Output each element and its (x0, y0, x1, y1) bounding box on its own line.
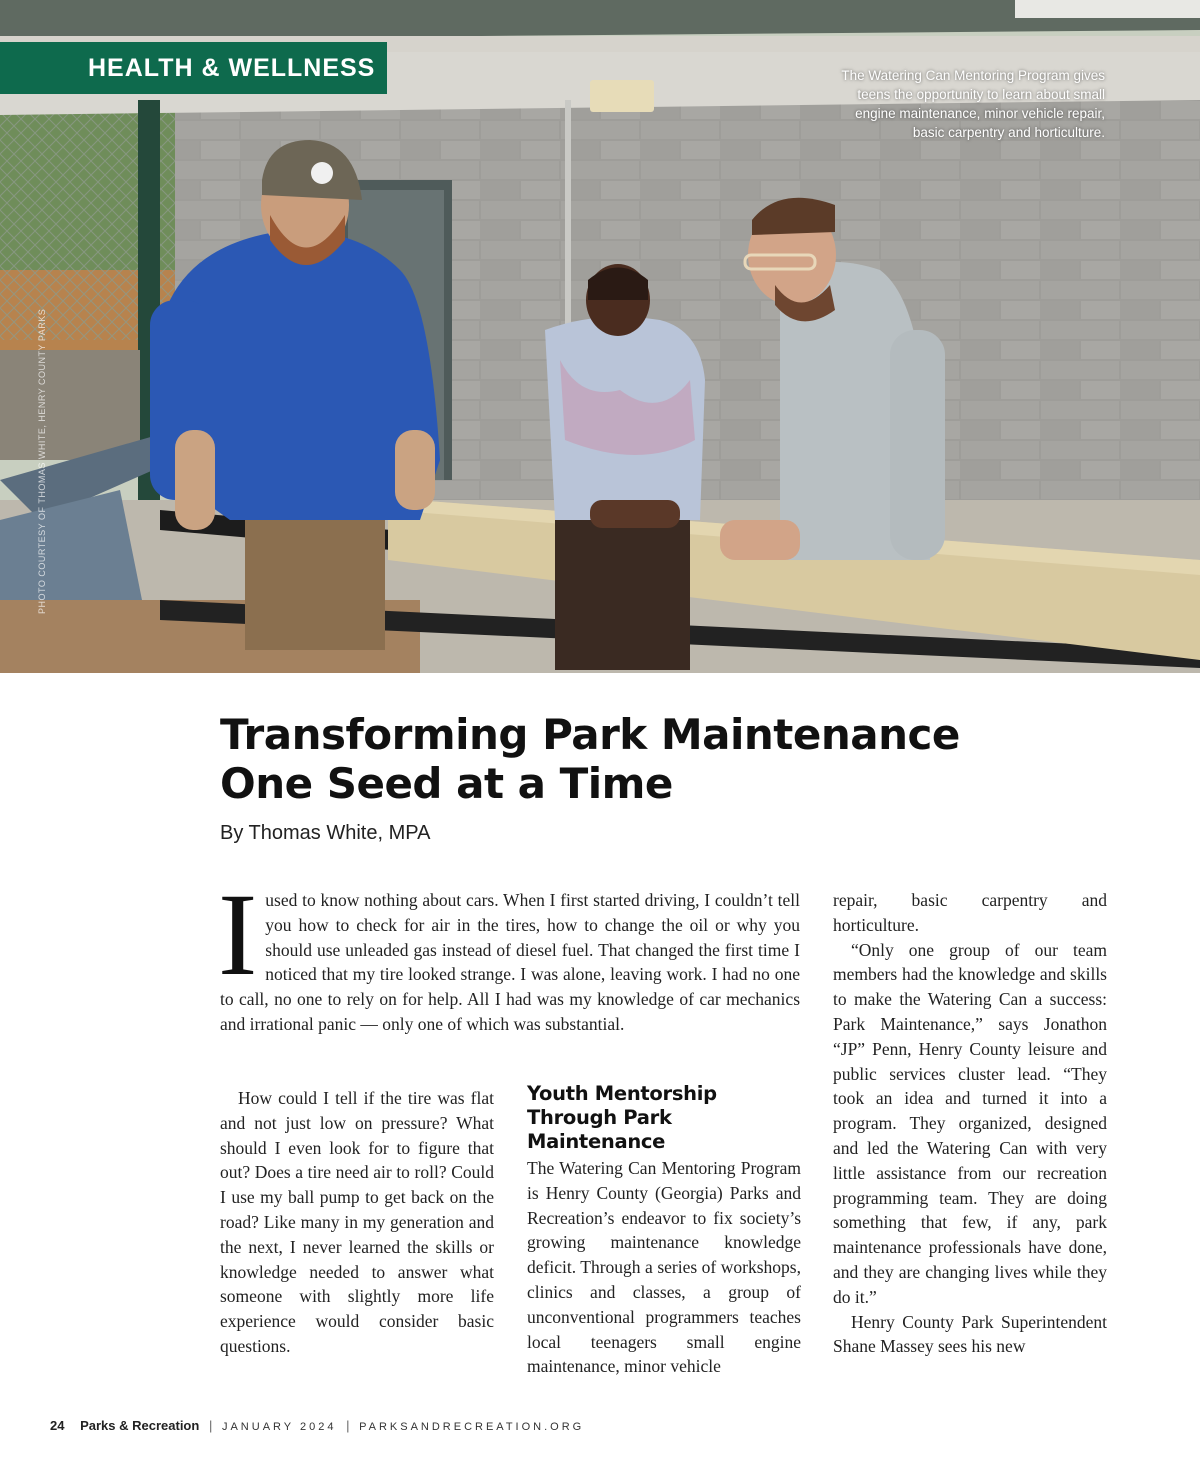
article-title-line2: One Seed at a Time (220, 759, 673, 808)
article-intro (218, 869, 800, 1037)
section-tag: HEALTH & WELLNESS (0, 42, 387, 94)
footer-divider: | (346, 1418, 350, 1433)
paragraph: How could I tell if the tire was flat and not just low on pressure? What should I even look for to figure that out? Does a tire need air to roll? Could I use my ball pump to get back on the road? Like many in my generation and the next, I never learned the skills or knowledge needed to answer what someone with slightly more life experience would consider basic questions. (220, 1088, 494, 1356)
magazine-name: Parks & Recreation (80, 1418, 200, 1433)
article-byline: By Thomas White, MPA (220, 822, 431, 844)
paragraph: repair, basic carpentry and horticulture. (833, 890, 1107, 935)
photo-credit: PHOTO COURTESY OF THOMAS WHITE, HENRY COUNTY PARKS (37, 308, 47, 614)
page-number: 24 (50, 1418, 65, 1433)
paragraph: “Only one group of our team members had the knowledge and skills to make the Watering Can a success: Park Maintenance,” says Jonathon “JP” Penn, Henry County leisure and public services cluster lead. “They took an idea and turned it into a program. They organized, designed and led the Watering Can with very little assistance from our recreation programming team. They are doing something that few, if any, park maintenance professionals have done, and they are changing lives while they do it.” (833, 939, 1107, 1307)
hero-photo (0, 0, 1200, 673)
paragraph: The Watering Can Mentoring Program is Henry County (Georgia) Parks and Recreation’s endeavor to fix society’s growing maintenance knowledge deficit. Through a series of workshops, clinics and classes, a group of unconventional programmers teaches local teenagers small engine maintenance, minor vehicle (527, 1158, 801, 1377)
issue-date: JANUARY 2024 (221, 1421, 337, 1433)
column-3 (833, 888, 1107, 1359)
column-2 (527, 1082, 801, 1379)
intro-text: used to know nothing about cars. When I first started driving, I couldn’t tell you how to check for air in the tires, how to change the oil or why you should use unleaded gas instead of diesel fuel. That changed the first time I noticed that my tire looked strange. I was alone, leaving work. I had no one to call, no one to rely on for help. All I had was my knowledge of car mechanics and irrational panic — only one of which was substantial. (220, 890, 800, 1034)
article-title-line1: Transforming Park Maintenance (220, 710, 960, 759)
article-title (220, 710, 1120, 808)
column-1 (220, 1086, 494, 1359)
page-footer (50, 1418, 584, 1433)
paragraph: Henry County Park Superintendent Shane Massey sees his new (833, 1311, 1107, 1357)
section-subhead: Youth Mentorship Through Park Maintenance (527, 1082, 717, 1153)
drop-cap: I (218, 869, 258, 1000)
footer-divider: | (208, 1418, 213, 1433)
photo-caption: The Watering Can Mentoring Program gives teens the opportunity to learn about small engine maintenance, minor vehicle repair, basic carpentry and horticulture. (841, 68, 1105, 140)
website-link[interactable]: PARKSANDRECREATION.ORG (359, 1421, 585, 1433)
